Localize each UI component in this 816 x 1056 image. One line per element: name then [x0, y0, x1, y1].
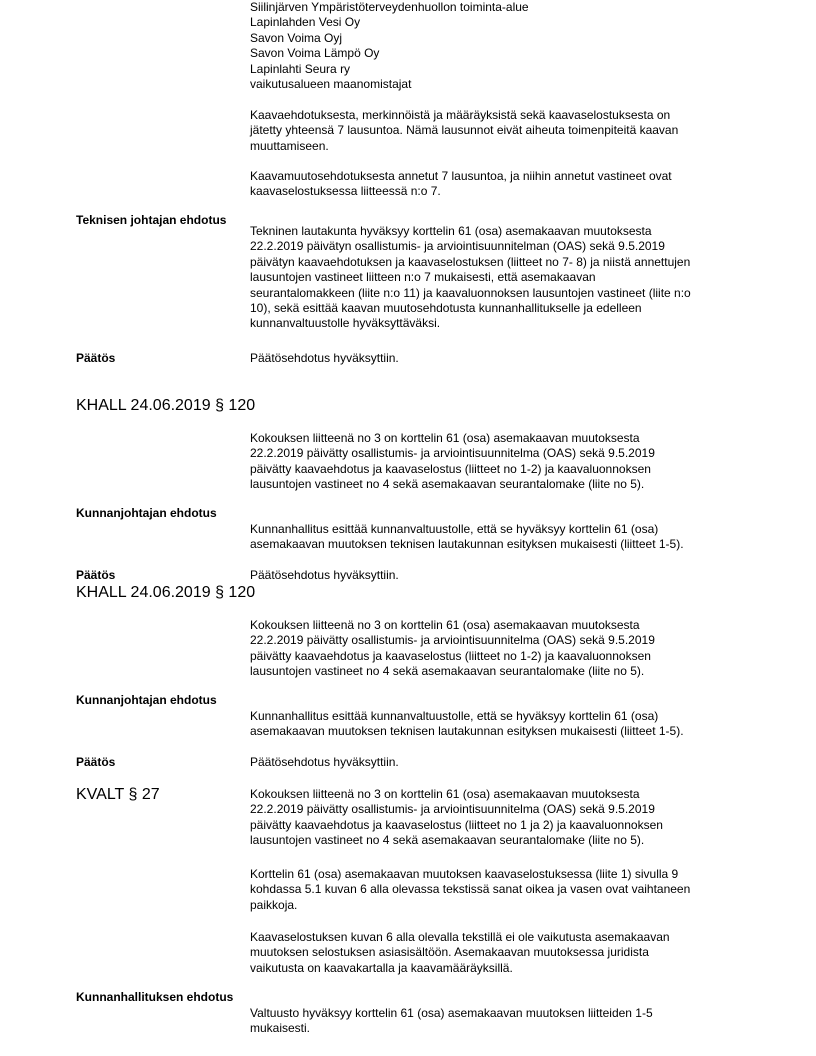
kvalt-attachment-paragraph — [250, 787, 750, 849]
text-line: Kunnanhallitus esittää kunnanvaltuustolle, että se hyväksyy korttelin 61 (osa) — [250, 522, 659, 536]
mayor-proposal-text — [250, 709, 750, 740]
text-line: Kunnanhallitus esittää kunnanvaltuustolle, että se hyväksyy korttelin 61 (osa) — [250, 709, 659, 723]
text-line: Kaavaehdotuksesta, merkinnöistä ja määräyksistä sekä kaavaselostuksesta on — [250, 108, 671, 122]
khall-attachment-paragraph — [250, 618, 750, 680]
tech-proposal-label: Teknisen johtajan ehdotus — [76, 213, 227, 227]
text-line: Valtuusto hyväksyy korttelin 61 (osa) asemakaavan muutoksen liitteiden 1-5 — [250, 1006, 653, 1020]
text-line: kohdassa 5.1 kuvan 6 alla olevassa tekstissä sanat oikea ja vasen ovat vaihtaneen — [250, 882, 691, 897]
kvalt-heading: KVALT § 27 — [76, 786, 160, 803]
mayor-proposal-text — [250, 522, 750, 553]
recipient-line: Lapinlahden Vesi Oy — [250, 15, 361, 30]
recipient-line: Savon Voima Lämpö Oy — [250, 46, 380, 61]
decision-label: Päätös — [76, 351, 116, 365]
text-line: mukaisesti. — [250, 1021, 311, 1036]
khall-attachment-paragraph — [250, 431, 750, 493]
text-line: lausuntojen vastineet no 4 sekä asemakaavan seurantalomake (liite no 5). — [250, 833, 645, 848]
text-line: lausuntojen vastineet no 4 sekä asemakaavan seurantalomake (liite no 5). — [250, 477, 645, 492]
text-line: Kokouksen liitteenä no 3 on korttelin 61 (osa) asemakaavan muutoksesta — [250, 618, 640, 632]
decision-label: Päätös — [76, 568, 116, 582]
mayor-proposal-label: Kunnanjohtajan ehdotus — [76, 506, 217, 520]
text-line: päivätty kaavaehdotus ja kaavaselostus (liitteet no 1-2) ja kaavaluonnoksen — [250, 648, 651, 663]
text-line: päivätty kaavaehdotus ja kaavaselostus (liitteet no 1-2) ja kaavaluonnoksen — [250, 461, 651, 476]
text-line: Kokouksen liitteenä no 3 on korttelin 61 (osa) asemakaavan muutoksesta — [250, 787, 640, 801]
kvalt-correction-paragraph — [250, 867, 750, 913]
text-line: paikkoja. — [250, 897, 298, 912]
text-line: Päätösehdotus hyväksyttiin. — [250, 568, 399, 582]
recipients-list — [250, 0, 750, 92]
recipient-line: Lapinlahti Seura ry — [250, 61, 351, 76]
text-line: Päätösehdotus hyväksyttiin. — [250, 351, 399, 365]
text-line: Tekninen lautakunta hyväksyy korttelin 61 (osa) asemakaavan muutoksesta — [250, 224, 652, 238]
khall-heading: KHALL 24.06.2019 § 120 — [76, 397, 256, 414]
recipient-line: Savon Voima Oyj — [250, 30, 343, 45]
text-line: muuttamiseen. — [250, 138, 329, 153]
text-line: asemakaavan muutoksen teknisen lautakunnan esityksen mukaisesti (liitteet 1-5). — [250, 724, 684, 739]
tech-proposal-text — [250, 224, 750, 332]
text-line: lausuntojen vastineet liitteen n:o 7 mukaisesti, että asemakaavan — [250, 270, 596, 285]
decision-text — [250, 351, 750, 366]
text-line: 10), sekä esittää kaavan muutosehdotusta kunnanhallitukselle ja edelleen — [250, 301, 642, 316]
text-line: kaavaselostuksessa liitteessä n:o 7. — [250, 184, 441, 199]
text-line: vaikutusta on kaavakartalla ja kaavamääräyksillä. — [250, 960, 513, 975]
statements-paragraph — [250, 108, 750, 154]
text-line: päivätty kaavaehdotus ja kaavaselostus (liitteet no 1 ja 2) ja kaavaluonnoksen — [250, 817, 663, 832]
text-line: kunnanvaltuustolle hyväksyttäväksi. — [250, 316, 441, 331]
mayor-proposal-label: Kunnanjohtajan ehdotus — [76, 693, 217, 707]
text-line: 22.2.2019 päivätty osallistumis- ja arviointisuunnitelma (OAS) sekä 9.5.2019 — [250, 802, 655, 817]
text-line: seurantalomakkeen (liite n:o 11) ja kaavaluonnoksen lausuntojen vastineet (liite n:o — [250, 285, 691, 300]
decision-label: Päätös — [76, 755, 116, 769]
text-line: jätetty yhteensä 7 lausuntoa. Nämä lausunnot eivät aiheuta toimenpiteitä kaavan — [250, 123, 679, 138]
text-line: Päätösehdotus hyväksyttiin. — [250, 755, 399, 769]
text-line: 22.2.2019 päivätty osallistumis- ja arviointisuunnitelma (OAS) sekä 9.5.2019 — [250, 446, 655, 461]
kvalt-effect-paragraph — [250, 930, 750, 976]
text-line: Kaavaselostuksen kuvan 6 alla olevalla tekstillä ei ole vaikutusta asemakaavan — [250, 930, 670, 944]
text-line: päivätyn kaavaehdotuksen ja kaavaselostuksen (liitteet no 7- 8) ja niistä annettujen — [250, 254, 691, 269]
board-proposal-label: Kunnanhallituksen ehdotus — [76, 990, 234, 1004]
text-line: 22.2.2019 päivätyn osallistumis- ja arviointisuunnitelman (OAS) sekä 9.5.2019 — [250, 239, 665, 254]
decision-text — [250, 755, 750, 770]
recipient-line: Siilinjärven Ympäristöterveydenhuollon toiminta-alue — [250, 0, 529, 14]
board-proposal-text — [250, 1006, 750, 1037]
text-line: Kaavamuutosehdotuksesta annetut 7 lausuntoa, ja niihin annetut vastineet ovat — [250, 169, 672, 183]
text-line: muutoksen selostuksen asiasisältöön. Asemakaavan muutoksessa juridista — [250, 945, 649, 960]
recipient-line: vaikutusalueen maanomistajat — [250, 77, 412, 92]
text-line: Kokouksen liitteenä no 3 on korttelin 61 (osa) asemakaavan muutoksesta — [250, 431, 640, 445]
text-line: lausuntojen vastineet no 4 sekä asemakaavan seurantalomake (liite no 5). — [250, 664, 645, 679]
decision-text — [250, 568, 750, 583]
responses-paragraph — [250, 169, 750, 200]
text-line: 22.2.2019 päivätty osallistumis- ja arviointisuunnitelma (OAS) sekä 9.5.2019 — [250, 633, 655, 648]
text-line: asemakaavan muutoksen teknisen lautakunnan esityksen mukaisesti (liitteet 1-5). — [250, 537, 684, 552]
text-line: Korttelin 61 (osa) asemakaavan muutoksen kaavaselostuksessa (liite 1) sivulla 9 — [250, 867, 679, 881]
khall-heading: KHALL 24.06.2019 § 120 — [76, 584, 256, 601]
